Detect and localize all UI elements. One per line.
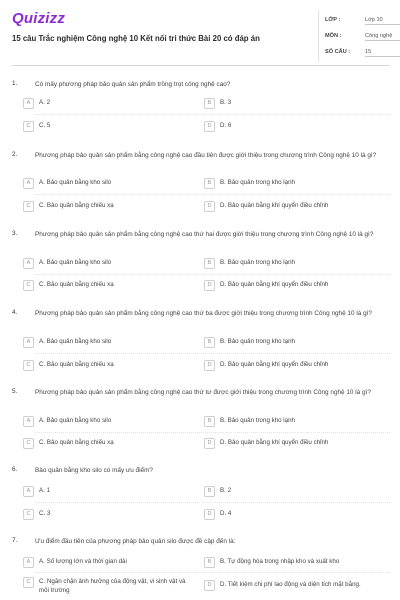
option-text: B. Tự động hóa trong nhập kho và xuất kho: [220, 558, 340, 565]
option-text: C. Ngăn chặn ảnh hưởng của động vật, vi sinh vật và môi trường: [39, 578, 186, 594]
option-a[interactable]: [23, 486, 191, 500]
meta-label: MÔN :: [325, 33, 342, 39]
option-letter-box: D: [204, 201, 215, 212]
option-d[interactable]: [204, 580, 390, 594]
option-a[interactable]: [23, 98, 191, 112]
option-letter-box: B: [204, 178, 215, 189]
meta-row-subject: [325, 30, 400, 44]
option-text: C. 3: [39, 510, 51, 517]
option-letter-box: D: [204, 438, 215, 449]
question-text: Phương pháp bảo quản sản phẩm bằng công nghệ cao thứ ba được giới thiệu trong chương trình Công nghệ 10 là gì?: [35, 310, 372, 317]
option-c[interactable]: [23, 360, 191, 374]
option-letter-box: A: [23, 258, 34, 269]
option-c[interactable]: [23, 121, 191, 135]
option-letter-box: D: [204, 280, 215, 291]
divider: [35, 353, 390, 354]
option-a[interactable]: [23, 337, 191, 351]
option-text: A. Bảo quản bằng kho silo: [39, 179, 112, 186]
option-letter-box: D: [204, 360, 215, 371]
option-letter-box: C: [23, 509, 34, 520]
option-text: B. Bảo quản trong kho lạnh: [220, 259, 295, 266]
option-letter-box: D: [204, 509, 215, 520]
option-a[interactable]: [23, 416, 191, 430]
option-text: A. Số lượng lớn và thời gian dài: [39, 558, 127, 565]
option-text: D. 6: [220, 122, 232, 129]
question-number: 3.: [12, 230, 18, 237]
option-text: D. Bảo quản bằng khí quyển điều chỉnh: [220, 439, 329, 446]
option-b[interactable]: [204, 178, 372, 192]
question-number: 2.: [12, 151, 18, 158]
option-letter-box: B: [204, 416, 215, 427]
option-b[interactable]: [204, 416, 372, 430]
divider: [35, 194, 390, 195]
option-b[interactable]: [204, 486, 372, 500]
option-text: D. Bảo quản bằng khí quyển điều chỉnh: [220, 281, 329, 288]
option-text: A. Bảo quản bằng kho silo: [39, 259, 112, 266]
option-letter-box: B: [204, 557, 215, 568]
option-c[interactable]: [23, 438, 191, 452]
option-b[interactable]: [204, 258, 372, 272]
option-letter-box: B: [204, 337, 215, 348]
option-c[interactable]: [23, 280, 191, 294]
option-text: A. 2: [39, 99, 51, 106]
option-text: B. Bảo quản trong kho lạnh: [220, 338, 295, 345]
question-text: Phương pháp bảo quản sản phẩm bằng công nghệ cao đầu tiên được giới thiệu trong chương trình Công nghệ 10 là gì?: [35, 152, 377, 159]
option-text: D. Tiết kiệm chi phí lao động và diện tích mặt bằng.: [220, 581, 361, 588]
meta-row-class: [325, 14, 400, 28]
option-letter-box: A: [23, 486, 34, 497]
option-letter-box: C: [23, 438, 34, 449]
meta-label: LỚP :: [325, 17, 341, 23]
question-number: 6.: [12, 466, 18, 473]
option-text: B. 3: [220, 99, 232, 106]
worksheet-header: [12, 10, 393, 66]
meta-value: Lớp 10: [365, 14, 400, 25]
quizizz-logo[interactable]: Quizizz: [12, 10, 66, 27]
question-number: 7.: [12, 537, 18, 544]
option-d[interactable]: [204, 509, 372, 523]
option-text: B. 2: [220, 487, 232, 494]
option-b[interactable]: [204, 337, 372, 351]
worksheet-title: 15 câu Trắc nghiệm Công nghệ 10 Kết nối tri thức Bài 20 có đáp án: [12, 34, 260, 43]
option-letter-box: A: [23, 178, 34, 189]
option-a[interactable]: [23, 557, 191, 571]
option-c[interactable]: [23, 509, 191, 523]
option-text: B. Bảo quản trong kho lạnh: [220, 179, 295, 186]
meta-label: SỐ CÂU :: [325, 49, 351, 55]
option-letter-box: C: [23, 201, 34, 212]
meta-row-count: [325, 46, 400, 60]
divider: [35, 432, 390, 433]
question-number: 5.: [12, 388, 18, 395]
option-letter-box: B: [204, 258, 215, 269]
question-text: Bảo quản bằng kho silo có mấy ưu điểm?: [35, 467, 153, 474]
option-text: D. 4: [220, 510, 232, 517]
question-text: Có mấy phương pháp bảo quản sản phẩm trồng trọt công nghệ cao?: [35, 81, 231, 88]
option-d[interactable]: [204, 201, 372, 215]
option-d[interactable]: [204, 360, 372, 374]
option-text: C. Bảo quản bằng chiếu xạ: [39, 439, 114, 446]
option-letter-box: B: [204, 486, 215, 497]
question-number: 4.: [12, 309, 18, 316]
option-text: A. Bảo quản bằng kho silo: [39, 417, 112, 424]
option-a[interactable]: [23, 178, 191, 192]
meta-value: Công nghệ: [365, 30, 400, 41]
option-text: A. 1: [39, 487, 51, 494]
option-letter-box: D: [204, 580, 215, 591]
option-text: D. Bảo quản bằng khí quyển điều chỉnh: [220, 202, 329, 209]
option-d[interactable]: [204, 280, 372, 294]
option-c[interactable]: [23, 201, 191, 215]
option-text: D. Bảo quản bằng khí quyển điều chỉnh: [220, 361, 329, 368]
question-text: Phương pháp bảo quản sản phẩm bằng công nghệ cao thứ hai được giới thiệu trong chương trình Công nghệ 10 là gì?: [35, 231, 374, 238]
option-letter-box: C: [23, 121, 34, 132]
divider: [35, 572, 390, 573]
option-letter-box: A: [23, 557, 34, 568]
option-c[interactable]: [23, 577, 191, 597]
option-letter-box: C: [23, 577, 34, 588]
option-text: C. 5: [39, 122, 51, 129]
worksheet-meta: [318, 10, 400, 62]
question-number: 1.: [12, 80, 18, 87]
divider: [35, 114, 390, 115]
option-d[interactable]: [204, 121, 372, 135]
question-text: Phương pháp bảo quản sản phẩm bằng công nghệ cao thứ tư được giới thiệu trong chương trình Công nghệ 10 là gì?: [35, 389, 371, 396]
option-letter-box: A: [23, 416, 34, 427]
option-letter-box: C: [23, 360, 34, 371]
option-text: C. Bảo quản bằng chiếu xạ: [39, 281, 114, 288]
question-text: Ưu điểm đầu tiên của phương pháp bảo quản silo được đề cập đến là:: [35, 538, 236, 545]
meta-value: 15: [365, 46, 400, 57]
divider: [35, 274, 390, 275]
option-letter-box: A: [23, 337, 34, 348]
option-letter-box: C: [23, 280, 34, 291]
option-letter-box: D: [204, 121, 215, 132]
option-letter-box: B: [204, 98, 215, 109]
option-text: C. Bảo quản bằng chiếu xạ: [39, 202, 114, 209]
option-text: A. Bảo quản bằng kho silo: [39, 338, 112, 345]
option-text: C. Bảo quản bằng chiếu xạ: [39, 361, 114, 368]
option-a[interactable]: [23, 258, 191, 272]
option-letter-box: A: [23, 98, 34, 109]
option-b[interactable]: [204, 557, 372, 571]
divider: [35, 502, 390, 503]
option-text: B. Bảo quản trong kho lạnh: [220, 417, 295, 424]
option-d[interactable]: [204, 438, 372, 452]
option-b[interactable]: [204, 98, 372, 112]
